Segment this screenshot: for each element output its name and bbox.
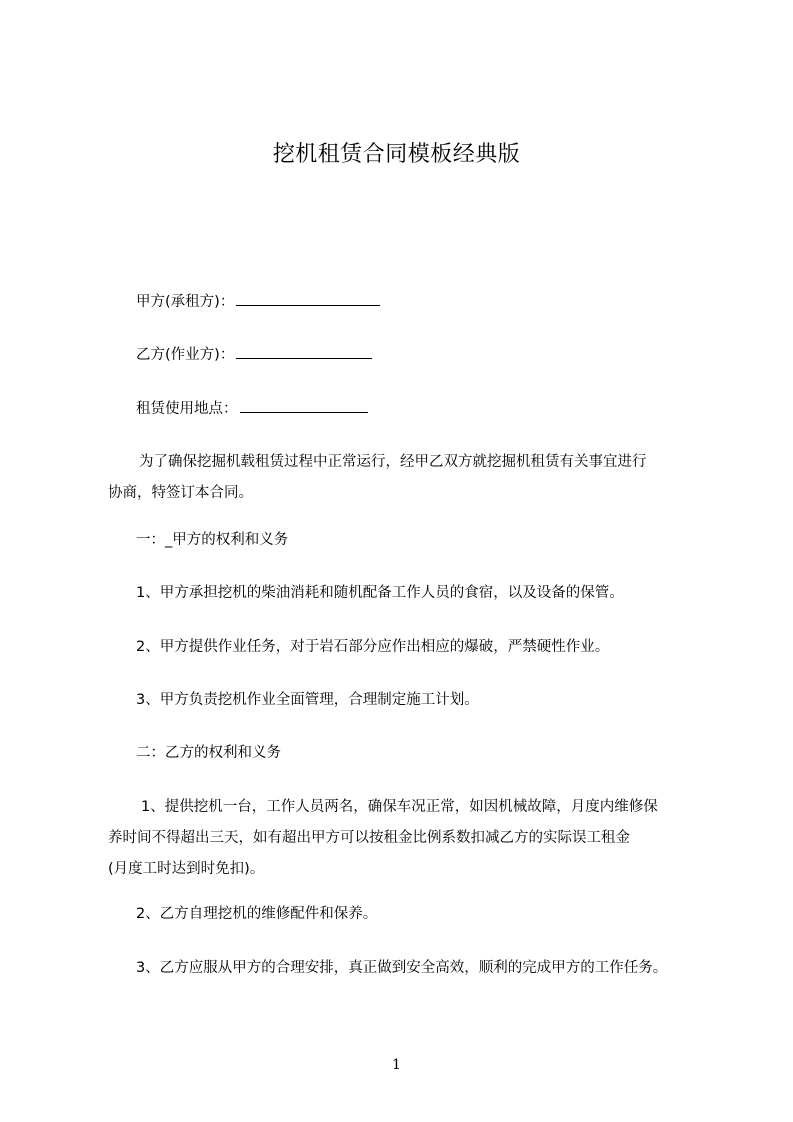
location-blank [240, 398, 368, 413]
page-number: 1 [392, 1057, 401, 1073]
intro-line-1: 为了确保挖掘机载租赁过程中正常运行，经甲乙双方就挖掘机租赁有关事宜进行 [139, 454, 647, 470]
section-b-item-3: 3、乙方应服从甲方的合理安排，真正做到安全高效，顺利的完成甲方的工作任务。 [136, 960, 668, 976]
section-a-item-2: 2、甲方提供作业任务，对于岩石部分应作出相应的爆破，严禁硬性作业。 [136, 639, 610, 655]
intro-line-2: 协商，特签订本合同。 [108, 485, 253, 501]
party-b-blank [236, 344, 372, 359]
section-b-item-2: 2、乙方自理挖机的维修配件和保养。 [136, 906, 378, 922]
page-title: 挖机租赁合同模板经典版 [272, 142, 521, 167]
party-a-blank [236, 291, 380, 306]
location-field [136, 398, 368, 419]
party-a-label: 甲方(承租方)： [136, 294, 235, 310]
intro-paragraph [108, 447, 647, 509]
section-b-item-1 [108, 792, 658, 885]
section-a-heading: 一：_甲方的权利和义务 [136, 532, 289, 548]
section-b-item-1-line-2: 养时间不得超出三天，如有超出甲方可以按租金比例系数扣减乙方的实际误工租金 [108, 830, 630, 846]
party-b-field [136, 344, 372, 365]
section-b-heading: 二：乙方的权利和义务 [136, 745, 281, 761]
section-b-item-1-line-1: 1、提供挖机一台，工作人员两名，确保车况正常，如因机械故障，月度内维修保 [141, 799, 658, 815]
section-b-item-1-line-3: (月度工时达到时免扣)。 [108, 861, 265, 877]
section-a-item-3: 3、甲方负责挖机作业全面管理，合理制定施工计划。 [136, 692, 479, 708]
section-a-item-1: 1、甲方承担挖机的柴油消耗和随机配备工作人员的食宿，以及设备的保管。 [136, 585, 624, 601]
party-a-field [136, 291, 380, 312]
location-label: 租赁使用地点： [136, 401, 238, 417]
party-b-label: 乙方(作业方)： [136, 347, 235, 363]
